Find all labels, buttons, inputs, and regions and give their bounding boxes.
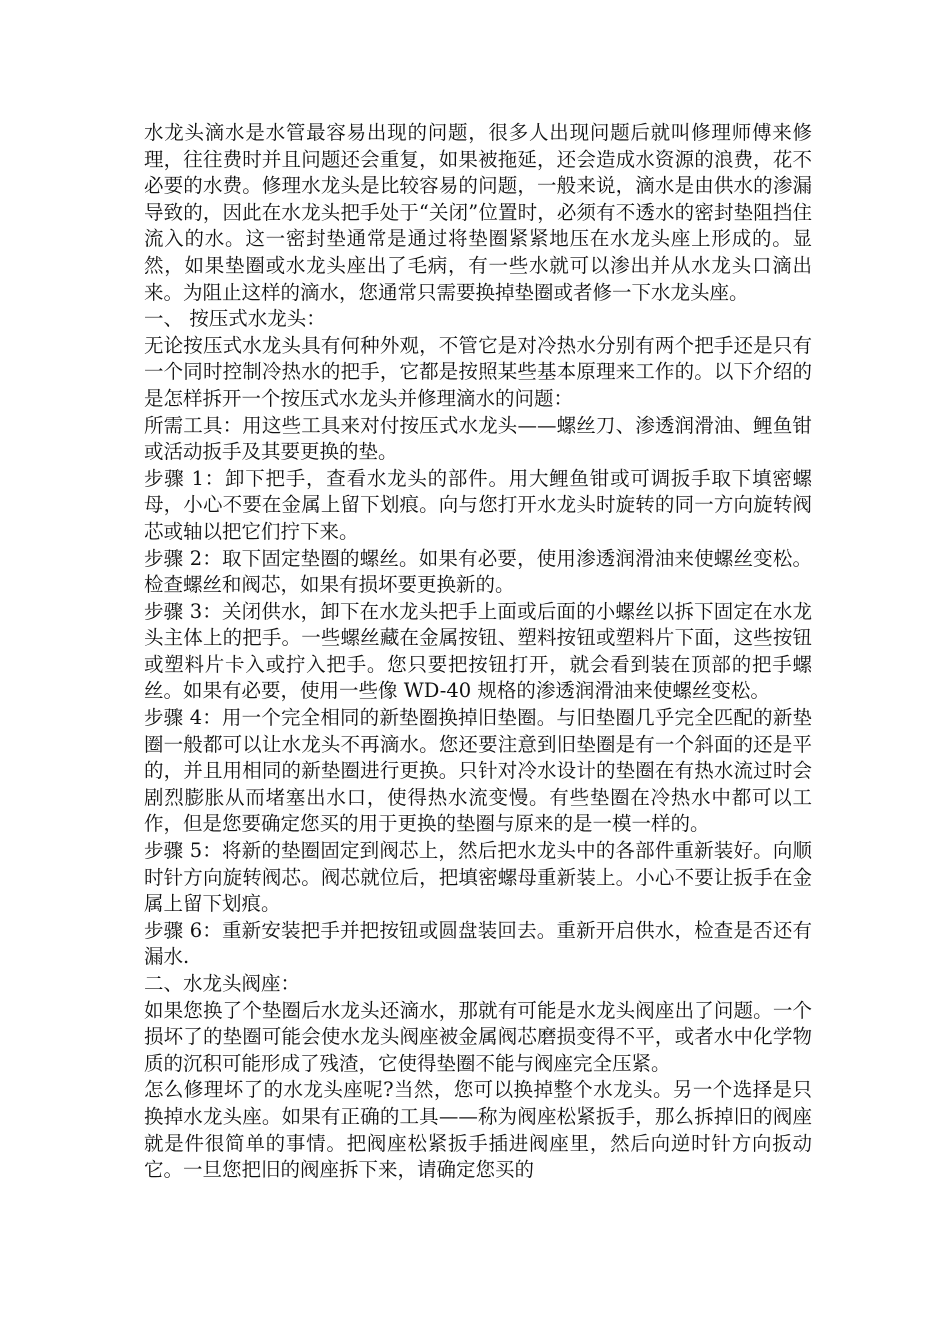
press-faucet-intro-paragraph: 无论按压式水龙头具有何种外观，不管它是对冷热水分别有两个把手还是只有一个同时控制冷热水的把手，它都是按照某些基本原理来工作的。以下介绍的是怎样拆开一个按压式水龙头并修理滴水的问题： <box>144 333 812 410</box>
step-6-paragraph: 步骤 6：重新安装把手并把按钮或圆盘装回去。重新开启供水，检查是否还有漏水. <box>144 918 812 969</box>
step-1-paragraph: 步骤 1：卸下把手，查看水龙头的部件。用大鲤鱼钳或可调扳手取下填密螺母，小心不要在金属上留下划痕。向与您打开水龙头时旋转的同一方向旋转阀芯或轴以把它们拧下来。 <box>144 466 812 543</box>
faucet-seat-repair-paragraph: 怎么修理坏了的水龙头座呢?当然，您可以换掉整个水龙头。另一个选择是只换掉水龙头座。如果有正确的工具——称为阀座松紧扳手，那么拆掉旧的阀座就是件很简单的事情。把阀座松紧扳手插进阀座里，然后向逆时针方向扳动它。一旦您把旧的阀座拆下来，请确定您买的 <box>144 1078 812 1182</box>
tools-paragraph: 所需工具：用这些工具来对付按压式水龙头——螺丝刀、渗透润滑油、鲤鱼钳或活动扳手及其要更换的垫。 <box>144 413 812 464</box>
step-4-paragraph: 步骤 4：用一个完全相同的新垫圈换掉旧垫圈。与旧垫圈几乎完全匹配的新垫圈一般都可以让水龙头不再滴水。您还要注意到旧垫圈是有一个斜面的还是平的，并且用相同的新垫圈进行更换。只针对冷水设计的垫圈在有热水流过时会剧烈膨胀从而堵塞出水口，使得热水流变慢。有些垫圈在冷热水中都可以工作，但是您要确定您买的用于更换的垫圈与原来的是一模一样的。 <box>144 706 812 836</box>
faucet-seat-problem-paragraph: 如果您换了个垫圈后水龙头还滴水，那就有可能是水龙头阀座出了问题。一个损坏了的垫圈可能会使水龙头阀座被金属阀芯磨损变得不平，或者水中化学物质的沉积可能形成了残渣，它使得垫圈不能与阀座完全压紧。 <box>144 998 812 1075</box>
step-5-paragraph: 步骤 5：将新的垫圈固定到阀芯上，然后把水龙头中的各部件重新装好。向顺时针方向旋转阀芯。阀芯就位后，把填密螺母重新装上。小心不要让扳手在金属上留下划痕。 <box>144 839 812 916</box>
document-page <box>144 120 812 1184</box>
step-2-paragraph: 步骤 2：取下固定垫圈的螺丝。如果有必要，使用渗透润滑油来使螺丝变松。检查螺丝和阀芯，如果有损坏要更换新的。 <box>144 546 812 597</box>
intro-paragraph: 水龙头滴水是水管最容易出现的问题，很多人出现问题后就叫修理师傅来修理，往往费时并且问题还会重复，如果被拖延，还会造成水资源的浪费，花不必要的水费。修理水龙头是比较容易的问题，一般来说，滴水是由供水的渗漏导致的，因此在水龙头把手处于“关闭”位置时，必须有不透水的密封垫阻挡住流入的水。这一密封垫通常是通过将垫圈紧紧地压在水龙头座上形成的。显然，如果垫圈或水龙头座出了毛病，有一些水就可以渗出并从水龙头口滴出来。为阻止这样的滴水，您通常只需要换掉垫圈或者修一下水龙头座。 <box>144 121 812 304</box>
step-3-paragraph: 步骤 3：关闭供水，卸下在水龙头把手上面或后面的小螺丝以拆下固定在水龙头主体上的把手。一些螺丝藏在金属按钮、塑料按钮或塑料片下面，这些按钮或塑料片卡入或拧入把手。您只要把按钮打开，就会看到装在顶部的把手螺丝。如果有必要，使用一些像 WD-40 规格的渗透润滑油来使螺丝变松。 <box>144 599 812 703</box>
section-heading-press-faucet: 一、 按压式水龙头： <box>144 307 326 331</box>
section-heading-faucet-seat: 二、水龙头阀座： <box>144 972 301 995</box>
